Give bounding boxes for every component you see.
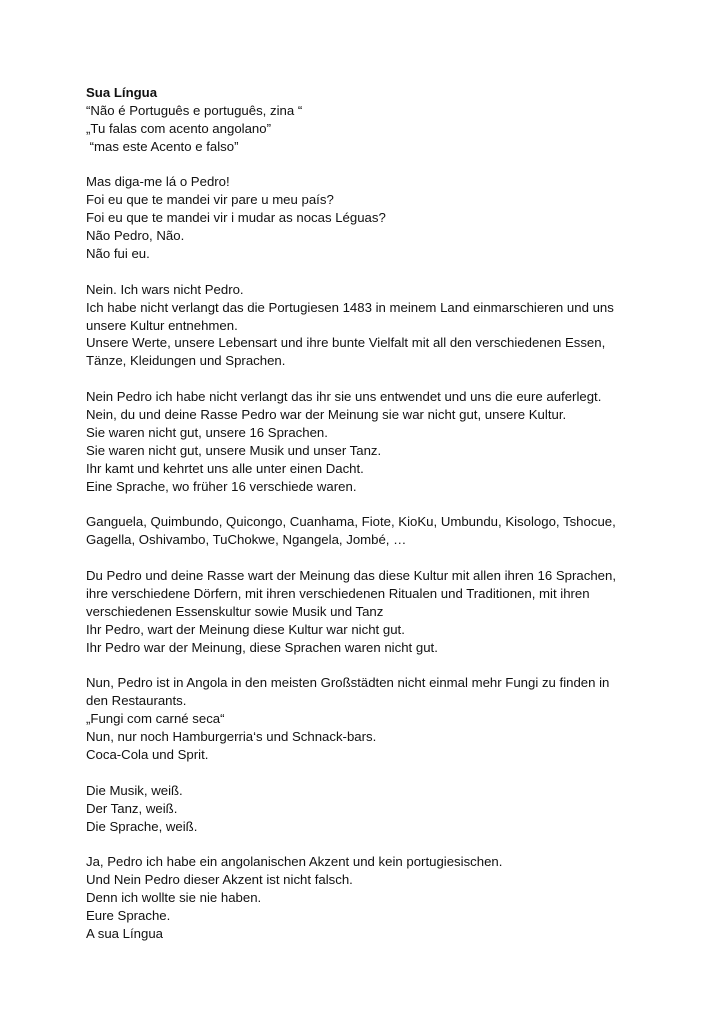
text-line: Nun, nur noch Hamburgerria‘s und Schnack-bars. <box>86 729 377 745</box>
stanza-9 <box>86 853 706 942</box>
text-line: Sie waren nicht gut, unsere Musik und unser Tanz. <box>86 442 382 458</box>
text-line: Der Tanz, weiß. <box>86 800 178 816</box>
text-line: Ihr Pedro, wart der Meinung diese Kultur war nicht gut. <box>86 621 405 637</box>
stanza-6 <box>86 567 706 656</box>
text-line: den Restaurants. <box>86 693 187 709</box>
stanza-1 <box>86 102 706 156</box>
text-line: „Fungi com carné seca“ <box>86 711 225 727</box>
text-line: Denn ich wollte sie nie haben. <box>86 890 262 906</box>
document-title: Sua Língua <box>86 85 158 100</box>
stanza-7 <box>86 674 706 763</box>
stanza-gap <box>86 835 706 853</box>
text-line: Ich habe nicht verlangt das die Portugiesen 1483 in meinem Land einmarschieren und uns <box>86 299 614 315</box>
stanza-3 <box>86 281 706 370</box>
text-line: Foi eu que te mandei vir i mudar as nocas Léguas? <box>86 210 386 226</box>
text-line: Nein, du und deine Rasse Pedro war der Meinung sie war nicht gut, unsere Kultur. <box>86 407 567 423</box>
text-line: Não Pedro, Não. <box>86 228 185 244</box>
text-line: A sua Língua <box>86 925 163 941</box>
text-line: Nein. Ich wars nicht Pedro. <box>86 281 244 297</box>
text-line: Nun, Pedro ist in Angola in den meisten Großstädten nicht einmal mehr Fungi zu finden in <box>86 675 610 691</box>
text-line: Coca-Cola und Sprit. <box>86 746 209 762</box>
stanza-gap <box>86 657 706 675</box>
text-line: Mas diga-me lá o Pedro! <box>86 174 230 190</box>
stanza-gap <box>86 495 706 513</box>
text-line: Und Nein Pedro dieser Akzent ist nicht falsch. <box>86 872 353 888</box>
text-line: Eure Sprache. <box>86 907 171 923</box>
text-line: „Tu falas com acento angolano” <box>86 120 271 136</box>
text-line: Ihr Pedro war der Meinung, diese Sprachen waren nicht gut. <box>86 639 438 655</box>
stanza-gap <box>86 156 706 174</box>
text-line: Foi eu que te mandei vir pare u meu país? <box>86 192 334 208</box>
stanza-gap <box>86 263 706 281</box>
text-line: Tänze, Kleidungen und Sprachen. <box>86 353 286 369</box>
text-line: Die Musik, weiß. <box>86 782 183 798</box>
document-page <box>86 84 706 943</box>
text-line: Unsere Werte, unsere Lebensart und ihre bunte Vielfalt mit all den verschiedenen Essen, <box>86 335 606 351</box>
stanza-gap <box>86 764 706 782</box>
text-line: ihre verschiedene Dörfern, mit ihren verschiedenen Ritualen und Traditionen, mit ihren <box>86 585 590 601</box>
text-line: unsere Kultur entnehmen. <box>86 317 238 333</box>
text-line: Eine Sprache, wo früher 16 verschiede waren. <box>86 478 357 494</box>
text-line: verschiedenen Essenskultur sowie Musik und Tanz <box>86 603 384 619</box>
stanza-2 <box>86 173 706 262</box>
text-line: Gagella, Oshivambo, TuChokwe, Ngangela, Jombé, … <box>86 532 407 548</box>
stanza-5 <box>86 513 706 549</box>
text-line: “Não é Português e português, zina “ <box>86 102 303 118</box>
text-line: Sie waren nicht gut, unsere 16 Sprachen. <box>86 424 328 440</box>
text-line: Ganguela, Quimbundo, Quicongo, Cuanhama, Fiote, KioKu, Umbundu, Kisologo, Tshocue, <box>86 514 616 530</box>
text-line: Nein Pedro ich habe nicht verlangt das ihr sie uns entwendet und uns die eure auferlegt. <box>86 389 602 405</box>
text-line: Ja, Pedro ich habe ein angolanischen Akzent und kein portugiesischen. <box>86 854 503 870</box>
text-line: Não fui eu. <box>86 246 150 262</box>
text-line: “mas este Acento e falso” <box>86 138 239 154</box>
text-line: Die Sprache, weiß. <box>86 818 198 834</box>
stanza-4 <box>86 388 706 495</box>
text-line: Ihr kamt und kehrtet uns alle unter einen Dacht. <box>86 460 364 476</box>
stanza-8 <box>86 782 706 836</box>
stanza-gap <box>86 370 706 388</box>
text-line: Du Pedro und deine Rasse wart der Meinung das diese Kultur mit allen ihren 16 Sprachen, <box>86 568 617 584</box>
stanza-gap <box>86 549 706 567</box>
